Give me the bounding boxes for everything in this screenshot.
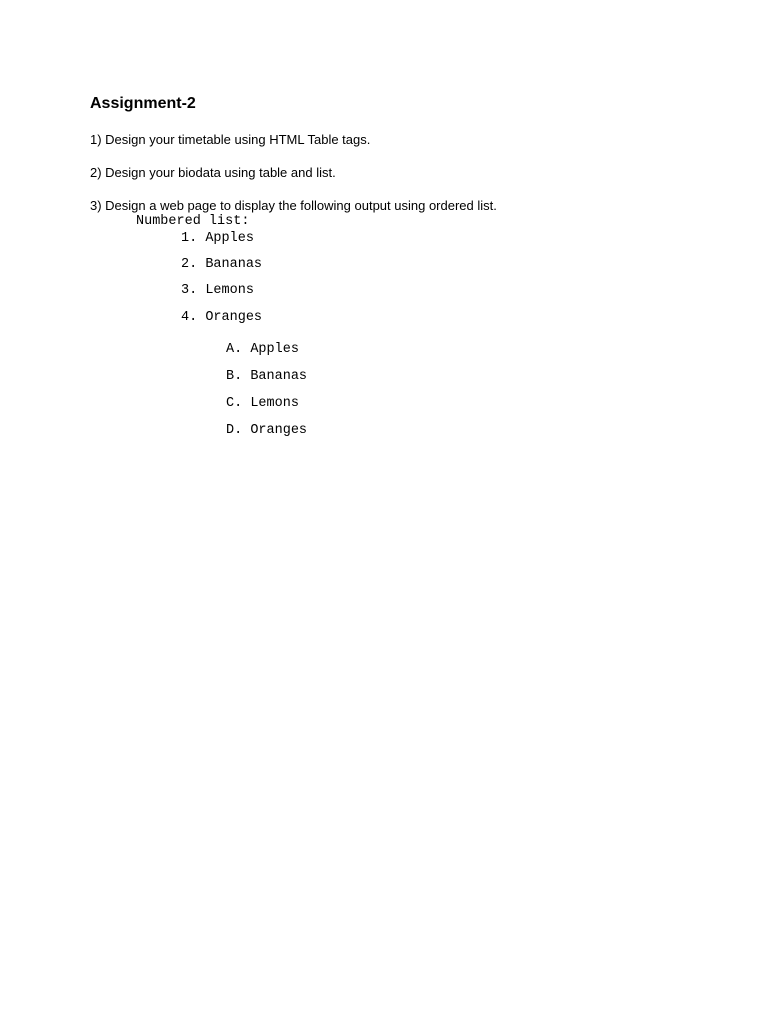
lettered-list-item (226, 342, 299, 358)
lettered-list-item (226, 423, 307, 439)
list-item-text: Oranges (205, 310, 263, 325)
question-2: 2) Design your biodata using table and list. (90, 165, 336, 180)
document-title: Assignment-2 (90, 95, 196, 112)
list-item-text: Lemons (205, 283, 254, 298)
list-marker: B. (226, 369, 243, 384)
numbered-list-item (181, 310, 262, 326)
list-item-text: Lemons (250, 396, 299, 411)
list-item-text: Apples (250, 342, 299, 357)
numbered-list-item (181, 257, 262, 273)
lettered-list-item (226, 369, 307, 385)
list-marker: 2. (181, 257, 198, 272)
list-marker: A. (226, 342, 243, 357)
list-item-text: Oranges (250, 423, 308, 438)
question-3: 3) Design a web page to display the following output using ordered list. (90, 198, 497, 213)
list-marker: 4. (181, 310, 198, 325)
numbered-list-heading: Numbered list: (136, 214, 250, 229)
list-marker: C. (226, 396, 243, 411)
question-1: 1) Design your timetable using HTML Table tags. (90, 132, 371, 147)
numbered-list-item (181, 231, 254, 247)
list-item-text: Apples (205, 231, 254, 246)
list-item-text: Bananas (205, 257, 263, 272)
list-marker: 1. (181, 231, 198, 246)
list-marker: D. (226, 423, 243, 438)
list-item-text: Bananas (250, 369, 308, 384)
numbered-list-item (181, 283, 254, 299)
list-marker: 3. (181, 283, 198, 298)
lettered-list-item (226, 396, 299, 412)
